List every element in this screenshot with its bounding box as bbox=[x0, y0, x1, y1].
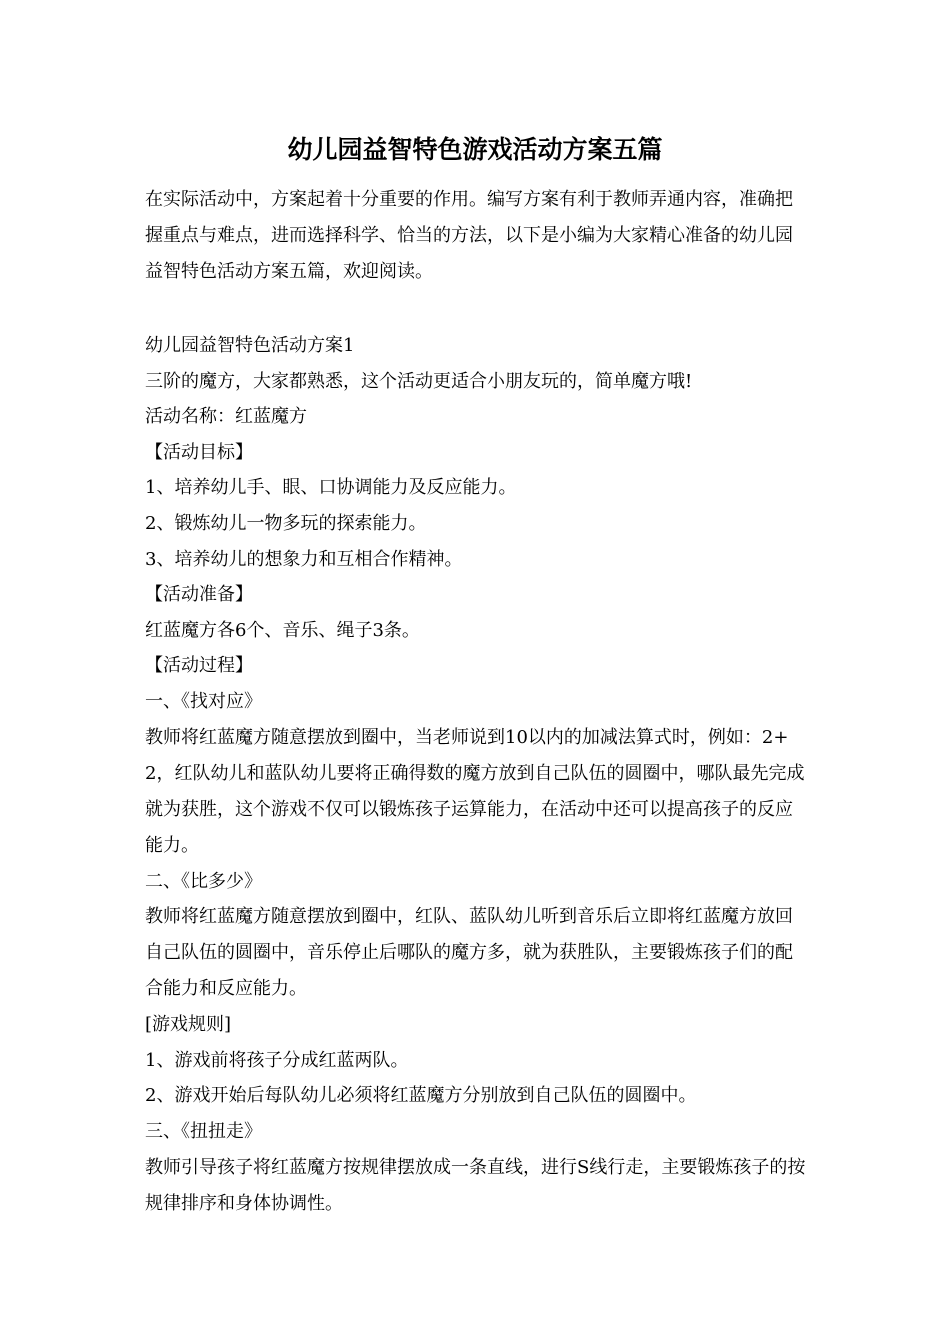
prep-heading: 【活动准备】 bbox=[145, 584, 253, 606]
activity-name: 活动名称：红蓝魔方 bbox=[145, 406, 307, 428]
prep-text: 红蓝魔方各6个、音乐、绳子3条。 bbox=[145, 619, 420, 641]
game-heading-compare: 二、《比多少》 bbox=[145, 870, 262, 892]
game-paragraph-find: 教师将红蓝魔方随意摆放到圈中，当老师说到10以内的加减法算式时，例如：2+2，红队幼儿和蓝队幼儿要将正确得数的魔方放到自己队伍的圆圈中，哪队最先完成就为获胜，这个游戏不仅可以锻炼孩子运算能力，在活动中还可以提高孩子的反应能力。 bbox=[145, 726, 805, 856]
game-paragraph-twist: 教师引导孩子将红蓝魔方按规律摆放成一条直线，进行S线行走，主要锻炼孩子的按规律排序和身体协调性。 bbox=[145, 1156, 806, 1214]
intro-paragraph: 在实际活动中，方案起着十分重要的作用。编写方案有利于教师弄通内容，准确把握重点与难点，进而选择科学、恰当的方法，以下是小编为大家精心准备的幼儿园益智特色活动方案五篇，欢迎阅读。 bbox=[145, 189, 793, 282]
goal-item: 1、培养幼儿手、眼、口协调能力及反应能力。 bbox=[145, 477, 517, 499]
goals-heading: 【活动目标】 bbox=[145, 441, 253, 463]
section-heading: 幼儿园益智特色活动方案1 bbox=[145, 335, 355, 356]
intro-line: 三阶的魔方，大家都熟悉，这个活动更适合小朋友玩的，简单魔方哦! bbox=[145, 370, 693, 392]
rules-heading: [游戏规则] bbox=[145, 1014, 232, 1036]
document-body bbox=[145, 182, 810, 1222]
process-heading: 【活动过程】 bbox=[145, 655, 253, 677]
game-paragraph-compare: 教师将红蓝魔方随意摆放到圈中，红队、蓝队幼儿听到音乐后立即将红蓝魔方放回自己队伍的圆圈中，音乐停止后哪队的魔方多，就为获胜队，主要锻炼孩子们的配合能力和反应能力。 bbox=[145, 906, 793, 1000]
game-heading-find: 一、《找对应》 bbox=[145, 690, 262, 712]
rule-item: 2、游戏开始后每队幼儿必须将红蓝魔方分别放到自己队伍的圆圈中。 bbox=[145, 1085, 697, 1107]
document-title: 幼儿园益智特色游戏活动方案五篇 bbox=[287, 135, 663, 164]
paragraph-gap bbox=[145, 290, 810, 328]
rule-item: 1、游戏前将孩子分成红蓝两队。 bbox=[145, 1049, 409, 1071]
goal-item: 3、培养幼儿的想象力和互相合作精神。 bbox=[145, 548, 463, 570]
goal-item: 2、锻炼幼儿一物多玩的探索能力。 bbox=[145, 512, 427, 534]
game-heading-twist: 三、《扭扭走》 bbox=[145, 1120, 262, 1142]
